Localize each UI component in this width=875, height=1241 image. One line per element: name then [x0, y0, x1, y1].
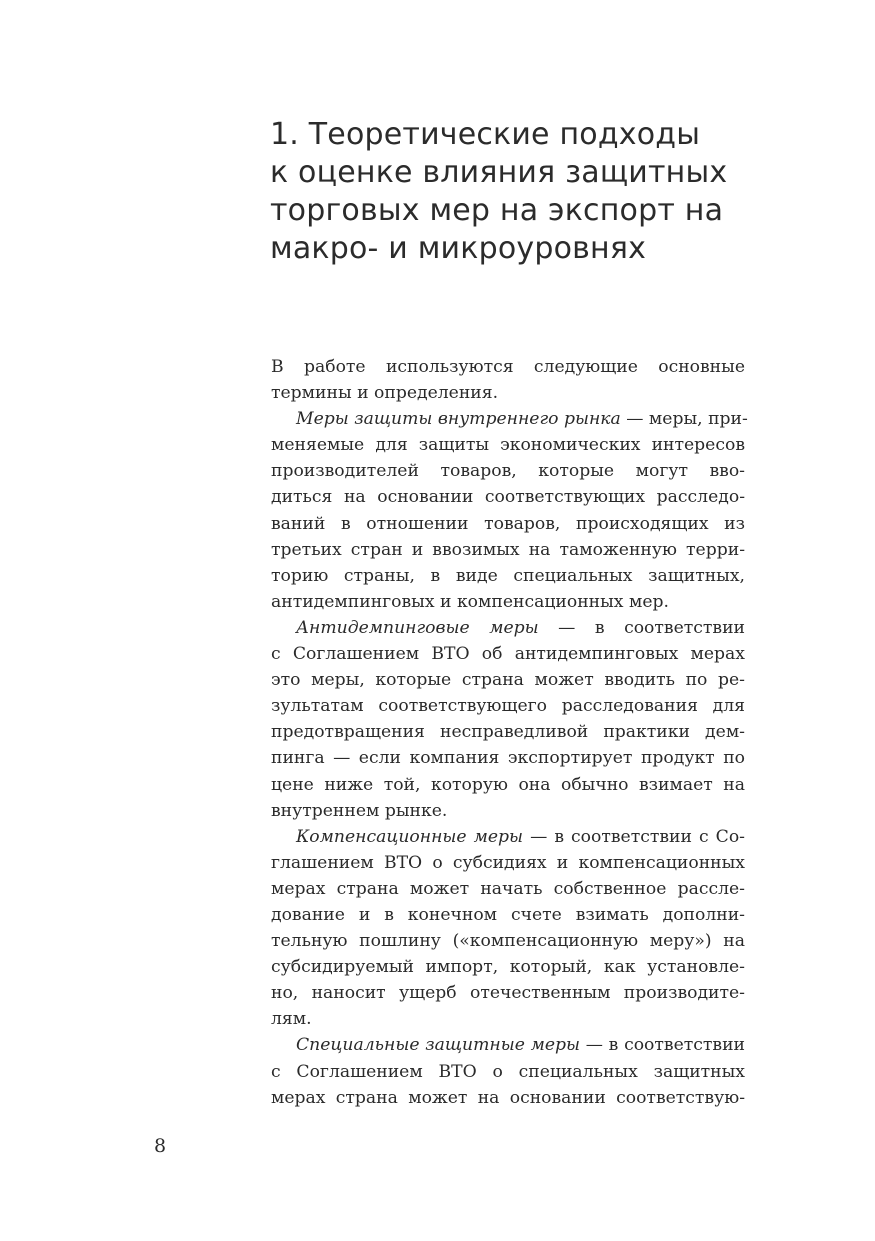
page-number: 8 — [154, 1135, 167, 1157]
heading-line: 1. Теоретические подходы — [270, 117, 701, 152]
text-line: термины и определения. — [271, 383, 499, 404]
paragraph-intro — [271, 354, 745, 406]
text-line: зультатам соответствующего расследования для — [271, 696, 745, 717]
text-line: мерах страна может на основании соответствую- — [271, 1087, 745, 1108]
text-fragment: — в соответствии — [580, 1035, 745, 1056]
term-antidumping-measures: Антидемпинговые меры — [296, 617, 539, 638]
text-line: В работе используются следующие основные — [271, 357, 745, 377]
text-line: это меры, которые страна может вводить по ре- — [271, 670, 745, 691]
text-line: с Соглашением ВТО о специальных защитных — [271, 1061, 745, 1082]
term-market-protection-measures: Меры защиты внутреннего рынка — [296, 409, 621, 430]
text-line: глашением ВТО о субсидиях и компенсационных — [271, 852, 745, 873]
heading-line: макро- и микроуровнях — [270, 231, 647, 266]
text-line — [271, 406, 748, 432]
text-line: с Соглашением ВТО об антидемпинговых мерах — [271, 644, 745, 665]
chapter-heading — [270, 116, 770, 268]
paragraph-countervailing-measures — [271, 824, 745, 1033]
text-line: диться на основании соответствующих расследо- — [271, 487, 745, 508]
heading-line: к оценке влияния защитных — [270, 155, 728, 190]
paragraph-market-protection-measures — [271, 406, 748, 615]
text-line: тельную пошлину («компенсационную меру») на — [271, 931, 745, 952]
text-line: субсидируемый импорт, который, как установле- — [271, 957, 745, 978]
text-line: ваний в отношении товаров, происходящих из — [271, 513, 745, 534]
text-line: внутреннем рынке. — [271, 800, 448, 821]
term-countervailing-measures: Компенсационные меры — [296, 826, 524, 847]
text-line — [271, 615, 745, 641]
body-text — [271, 354, 748, 1111]
text-line: но, наносит ущерб отечественным производите- — [271, 983, 745, 1004]
text-fragment: — в соответствии с Со- — [523, 826, 745, 847]
text-line: торию страны, в виде специальных защитных, — [271, 565, 745, 586]
text-line: мерах страна может начать собственное рассле- — [271, 878, 745, 899]
text-line: цене ниже той, которую она обычно взимает на — [271, 774, 745, 795]
text-line — [271, 1032, 745, 1058]
text-fragment: — меры, при- — [620, 409, 748, 430]
text-line: предотвращения несправедливой практики дем- — [271, 722, 745, 743]
text-line: производителей товаров, которые могут вво- — [271, 461, 745, 482]
text-fragment: — в соответствии — [538, 617, 745, 638]
text-line — [271, 824, 745, 850]
heading-line: торговых мер на экспорт на — [270, 193, 724, 228]
text-line: лям. — [271, 1009, 312, 1030]
term-safeguard-measures: Специальные защитные меры — [296, 1035, 581, 1056]
text-line: третьих стран и ввозимых на таможенную терри- — [271, 539, 745, 560]
text-line: антидемпинговых и компенсационных мер. — [271, 591, 669, 612]
paragraph-antidumping-measures — [271, 615, 745, 824]
text-line: пинга — если компания экспортирует продукт по — [271, 748, 745, 769]
paragraph-safeguard-measures — [271, 1032, 745, 1110]
text-line: дование и в конечном счете взимать дополни- — [271, 904, 745, 925]
text-line: меняемые для защиты экономических интересов — [271, 435, 745, 456]
